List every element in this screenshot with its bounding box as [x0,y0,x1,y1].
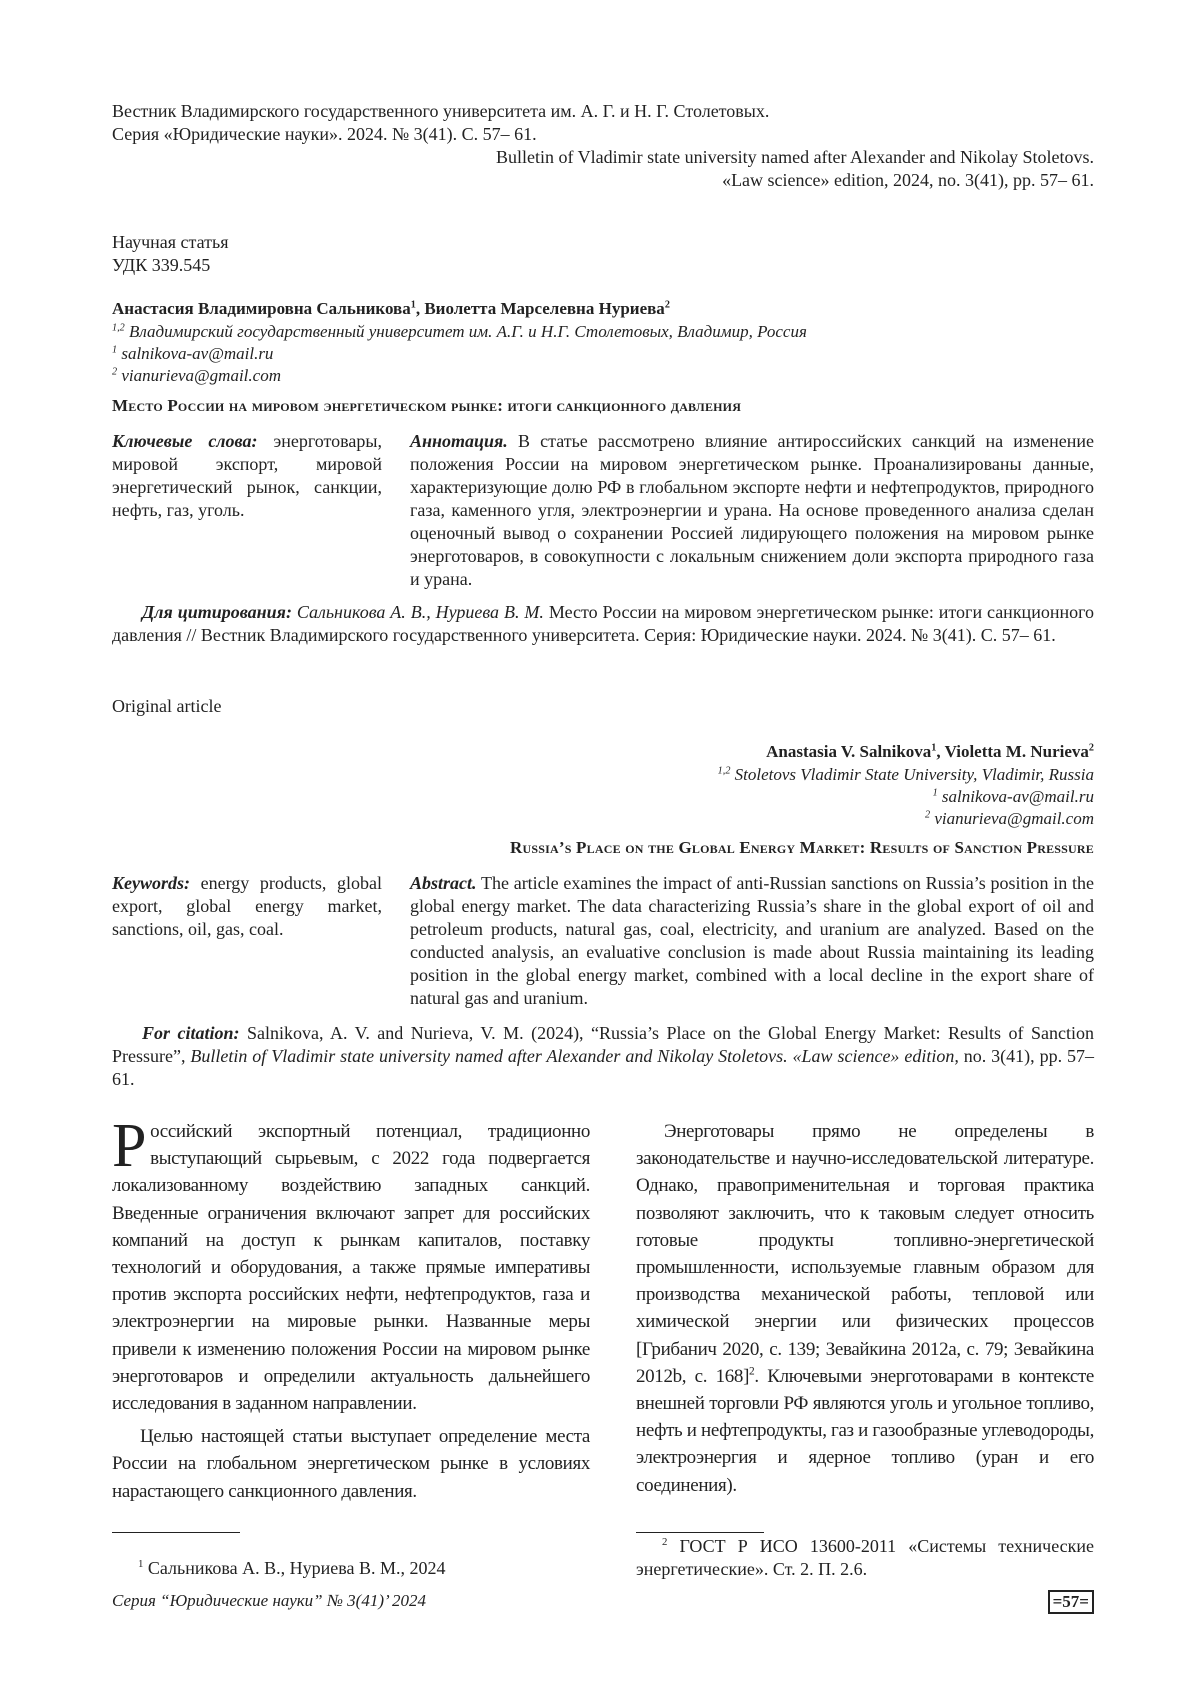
footnote-divider [112,1532,240,1533]
page-number: =57= [1048,1590,1094,1614]
keywords-label-ru: Ключевые слова: [112,431,257,451]
paragraph: Целью настоящей статьи выступает определение места России на глобальном энергетическом рынке в условиях нарастающего санкционного давления. [112,1423,590,1505]
keywords-ru [112,430,382,522]
authors-en: Anastasia V. Salnikova1, Violetta M. Nurieva2 1,2 Stoletovs Vladimir State University, Vladimir, Russia 1 salnikova-av@mail.ru 2 vianurieva@gmail.com [112,740,1094,830]
article-type-en: Original article [112,695,221,718]
sup: 1,2 [112,322,125,333]
keywords-text-ru: энерготовары, мировой экспорт, мировой энергетический рынок, санкции, нефть, газ, уголь. [112,431,382,520]
sup: 1 [411,299,416,310]
abstract-label-en: Abstract. [410,873,477,893]
paragraph-text: оссийский экспортный потенциал, традиционно выступающий сырьевым, с 2022 года подвергается локализованному воздействию западных санкций. Введенные ограничения включают запрет для российских компаний на доступ к рынкам капиталов, поставку технологий и оборудования, а также прямые императивы против экспорта российских нефти, нефтепродуктов, газа и электроэнергии на мировые рынки. Названные меры привели к изменению положения России на мировом рынке энерготоваров и определили актуальность дальнейшего исследования в заданном направлении. [112,1121,590,1414]
citation-part1-en: Salnikova, A. V. and Nurieva, V. M. (2024), “Russia’s Place on the Global Energy Market: Results of Sanction Pressure”, [112,1023,1094,1066]
journal-header [112,100,1094,192]
footnote-text: Сальникова А. В., Нуриева В. М., 2024 [148,1558,446,1578]
author2-en: Violetta M. Nurieva [945,742,1089,761]
body-column-right [636,1118,1094,1499]
footer-series: Серия “Юридические науки” № 3(41)’ 2024 [112,1591,426,1611]
paragraph [112,1118,590,1417]
abstract-text-ru: В статье рассмотрено влияние антироссийских санкций на изменение положения России на мировом энергетическом рынке. Проанализированы данные, характеризующие долю РФ в глобальном экспорте нефти и нефтепродуктов, природного газа, каменного угля, электроэнергии и урана. На основе проведенного анализа сделан оценочный вывод о сохранении Россией лидирующего положения на мировом рынке энерготоваров, в совокупности с локальным снижением доли экспорта природного газа и урана. [410,431,1094,589]
footnote-mark: 2 [662,1536,667,1548]
citation-text-ru: Место России на мировом энергетическом рынке: итоги санкционного давления // Вестник Владимирского государственного университета. Серия: Юридические науки. 2024. № 3(41). С. 57– 61. [112,602,1094,645]
footnote-divider [636,1532,764,1533]
affiliation-ru: Владимирский государственный университет им. А.Г. и Н.Г. Столетовых, Владимир, Россия [129,322,807,341]
header-en-line1: Bulletin of Vladimir state university named after Alexander and Nikolay Stoletovs. [112,146,1094,169]
author1-ru: Анастасия Владимировна Сальникова [112,299,411,318]
citation-ru [112,601,1094,647]
dropcap: Р [112,1121,146,1171]
abstract-en [410,872,1094,1010]
title-en: Russia’s Place on the Global Energy Market: Results of Sanction Pressure [112,838,1094,858]
keywords-text-en: energy products, global export, global energy market, sanctions, oil, gas, coal. [112,873,382,939]
footnote-mark: 1 [138,1558,143,1570]
footnote-text: ГОСТ Р ИСО 13600-2011 «Системы технические энергетические». Ст. 2. П. 2.6. [636,1536,1094,1579]
email1-ru[interactable]: salnikova-av@mail.ru [121,344,273,363]
abstract-label-ru: Аннотация. [410,431,508,451]
paragraph-text: . Ключевыми энерготоварами в контексте внешней торговли РФ являются уголь и угольное топливо, нефть и нефтепродукты, газ и газообразные углеводороды, электроэнергия и ядерное топливо (уран и его соединения). [636,1366,1094,1496]
paragraph [636,1118,1094,1499]
author2-ru: Виолетта Марселевна Нуриева [424,299,664,318]
body-column-left [112,1118,590,1505]
footnote-2 [636,1535,1094,1581]
author1-en: Anastasia V. Salnikova [766,742,931,761]
udc: УДК 339.545 [112,254,228,277]
sup: 1 [933,787,938,798]
sup: 1 [112,344,117,355]
sup: 2 [665,299,670,310]
sup: 1 [931,742,936,753]
keywords-en [112,872,382,941]
footnote-1 [138,1557,446,1580]
abstract-ru [410,430,1094,591]
title-ru: Место России на мировом энергетическом рынке: итоги санкционного давления [112,396,741,416]
abstract-text-en: The article examines the impact of anti-Russian sanctions on Russia’s position in the global energy market. The data characterizing Russia’s share in the global export of oil and petroleum products, natural gas, coal, electricity, and uranium are analyzed. Based on the conducted analysis, an evaluative conclusion is made about Russia maintaining its leading position in the global energy market, combined with a local decline in the export share of natural gas and uranium. [410,873,1094,1008]
citation-label-ru: Для цитирования: [142,602,292,622]
header-en-line2: «Law science» edition, 2024, no. 3(41), pp. 57– 61. [112,169,1094,192]
header-ru-line1: Вестник Владимирского государственного университета им. А. Г. и Н. Г. Столетовых. [112,100,1094,123]
keywords-label-en: Keywords: [112,873,190,893]
affiliation-en: Stoletovs Vladimir State University, Vladimir, Russia [735,765,1094,784]
article-meta-ru [112,231,228,277]
sup: 2 [925,809,930,820]
email2-en[interactable]: vianurieva@gmail.com [934,809,1094,828]
citation-label-en: For citation: [142,1023,240,1043]
citation-authors-ru: Сальникова А. В., Нуриева В. М. [297,602,544,622]
citation-part2-en: no. 3(41), pp. 57–61. [112,1046,1094,1089]
citation-journal-en: Bulletin of Vladimir state university named after Alexander and Nikolay Stoletovs. «Law science» edition, [190,1046,958,1066]
article-type-ru: Научная статья [112,231,228,254]
header-ru-line2: Серия «Юридические науки». 2024. № 3(41). С. 57– 61. [112,123,1094,146]
email1-en[interactable]: salnikova-av@mail.ru [942,787,1094,806]
authors-ru: Анастасия Владимировна Сальникова1, Виолетта Марселевна Нуриева2 1,2 Владимирский государственный университет им. А.Г. и Н.Г. Столетовых, Владимир, Россия 1 salnikova-av@mail.ru 2 vianurieva@gmail.com [112,297,1094,387]
sup: 2 [112,366,117,377]
sup: 1,2 [718,765,731,776]
footnote-ref: 2 [749,1366,754,1378]
sup: 2 [1089,742,1094,753]
citation-en [112,1022,1094,1091]
email2-ru[interactable]: vianurieva@gmail.com [121,366,281,385]
paragraph-text: Энерготовары прямо не определены в законодательстве и научно-исследовательской литературе. Однако, правоприменительная и торговая практика позволяют заключить, что к таковым следует относить готовые продукты топливно-энергетической промышленности, используемые главным образом для производства механической работы, тепловой или химической энергии или физических процессов [Грибанич 2020, с. 139; Зевайкина 2012a, с. 79; Зевайкина 2012b, с. 168] [636,1121,1094,1387]
